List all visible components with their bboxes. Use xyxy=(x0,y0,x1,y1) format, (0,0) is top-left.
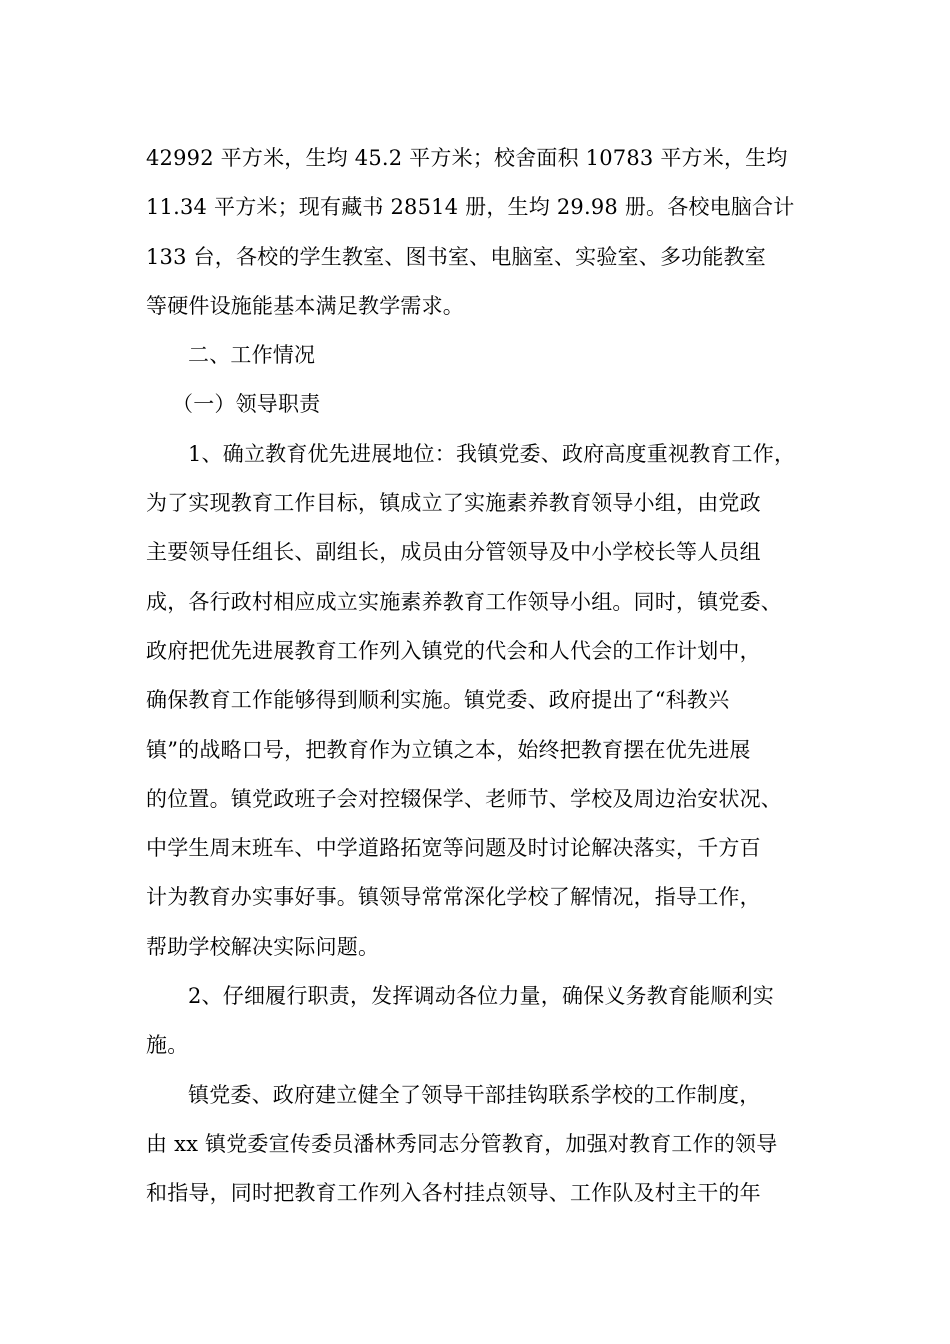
text-line: 为了实现教育工作目标，镇成立了实施素养教育领导小组，由党政 xyxy=(146,491,761,516)
text-line: 帮助学校解决实际问题。 xyxy=(146,934,380,959)
text-line: 11.34 平方米；现有藏书 28514 册，生均 29.98 册。各校电脑合计 xyxy=(146,195,795,220)
text-line: 镇党委、政府建立健全了领导干部挂钩联系学校的工作制度， xyxy=(188,1082,761,1107)
text-line: 由 xx 镇党委宣传委员潘林秀同志分管教育，加强对教育工作的领导 xyxy=(146,1131,778,1156)
body-text xyxy=(146,134,818,1219)
section-heading: 二、工作情况 xyxy=(188,343,316,368)
text-line: 镇”的战略口号，把教育作为立镇之本，始终把教育摆在优先进展 xyxy=(146,737,751,762)
text-line: 42992 平方米，生均 45.2 平方米；校舍面积 10783 平方米，生均 xyxy=(146,146,788,170)
text-line: 政府把优先进展教育工作列入镇党的代会和人代会的工作计划中， xyxy=(146,638,761,663)
subsection-heading: （一）领导职责 xyxy=(172,392,321,417)
text-line: 确保教育工作能够得到顺利实施。镇党委、政府提出了“科教兴 xyxy=(146,688,730,713)
text-line: 2、仔细履行职责，发挥调动各位力量，确保义务教育能顺利实 xyxy=(188,984,774,1009)
text-line: 等硬件设施能基本满足教学需求。 xyxy=(146,293,464,318)
text-line: 的位置。镇党政班子会对控辍保学、老师节、学校及周边治安状况、 xyxy=(146,786,782,811)
text-line: 主要领导任组长、副组长，成员由分管领导及中小学校长等人员组 xyxy=(146,540,761,565)
text-line: 和指导，同时把教育工作列入各村挂点领导、工作队及村主干的年 xyxy=(146,1181,761,1206)
text-line: 计为教育办实事好事。镇领导常常深化学校了解情况，指导工作， xyxy=(146,885,761,910)
text-line: 1、确立教育优先进展地位：我镇党委、政府高度重视教育工作， xyxy=(188,441,796,466)
text-line: 中学生周末班车、中学道路拓宽等问题及时讨论解决落实，千方百 xyxy=(146,836,761,861)
text-line: 成，各行政村相应成立实施素养教育工作领导小组。同时，镇党委、 xyxy=(146,589,782,614)
text-line: 133 台，各校的学生教室、图书室、电脑室、实验室、多功能教室 xyxy=(146,244,766,269)
text-line: 施。 xyxy=(146,1033,189,1058)
